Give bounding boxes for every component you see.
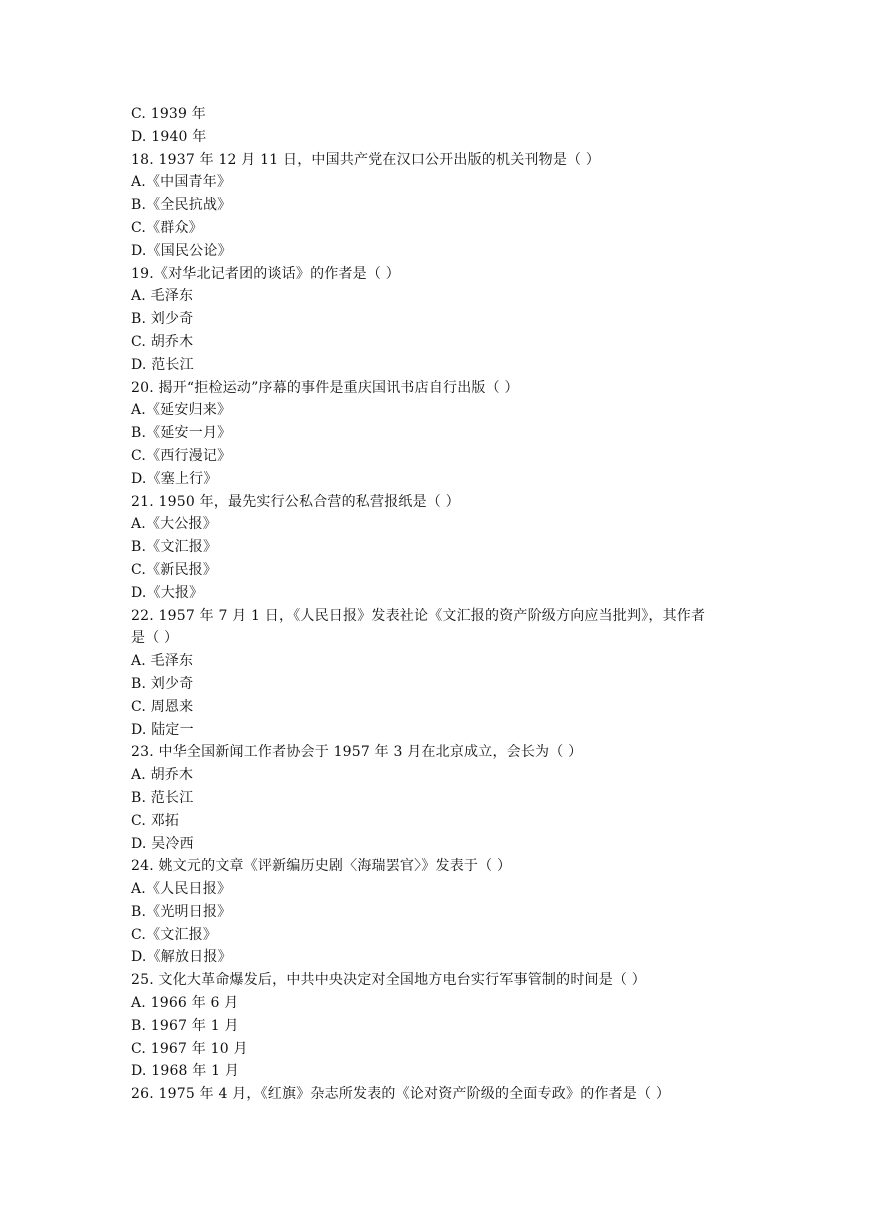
question-24: 24. 姚文元的文章《评新编历史剧〈海瑞罢官〉》发表于（ ） [131,858,512,875]
option-a: A.《中国青年》 [131,174,232,191]
question-20: 20. 揭开“拒检运动”序幕的事件是重庆国讯书店自行出版（ ） [131,379,519,396]
option-d: D. 陆定一 [131,721,194,738]
option-b: B. 刘少奇 [131,311,194,328]
question-22: 22. 1957 年 7 月 1 日，《人民日报》发表社论《文汇报的资产阶级方向应当批判》，其作者 [131,607,706,624]
option-a: A.《人民日报》 [131,881,232,898]
option-b: B.《延安一月》 [131,425,232,442]
option-d: D.《塞上行》 [131,470,218,487]
question-19: 19.《对华北记者团的谈话》的作者是（ ） [131,265,400,282]
option-b: B. 1967 年 1 月 [131,1017,239,1034]
option-c: C. 胡乔木 [131,333,194,350]
option-d: D. 吴冷西 [131,835,194,852]
question-23: 23. 中华全国新闻工作者协会于 1957 年 3 月在北京成立，会长为（ ） [131,744,583,761]
option-a: A.《延安归来》 [131,402,232,419]
option-d: D.《国民公论》 [131,242,232,259]
question-21: 21. 1950 年，最先实行公私合营的私营报纸是（ ） [131,493,460,510]
option-a: A. 胡乔木 [131,767,194,784]
option-b: B.《全民抗战》 [131,197,232,214]
option-a: A. 1966 年 6 月 [131,995,239,1012]
option-c: C.《新民报》 [131,561,218,578]
option-d: D.《大报》 [131,584,204,601]
option-d: D.《解放日报》 [131,949,232,966]
option-c: C. 1939 年 [131,106,206,122]
option-a: A. 毛泽东 [131,653,194,670]
option-c: C. 邓拓 [131,812,180,829]
question-list [131,103,751,1106]
option-c: C.《文汇报》 [131,926,218,943]
option-b: B. 范长江 [131,789,194,806]
option-c: C.《群众》 [131,219,203,236]
option-d: D. 1968 年 1 月 [131,1063,240,1080]
option-c: C. 1967 年 10 月 [131,1040,248,1057]
question-18: 18. 1937 年 12 月 11 日，中国共产党在汉口公开出版的机关刊物是（ ） [131,151,601,168]
option-c: C.《西行漫记》 [131,447,232,464]
option-a: A. 毛泽东 [131,288,194,305]
question-22-continued: 是（ ） [131,630,179,647]
option-d: D. 1940 年 [131,128,207,145]
option-b: B.《文汇报》 [131,539,218,556]
option-a: A.《大公报》 [131,516,217,533]
option-c: C. 周恩来 [131,698,194,715]
question-26: 26. 1975 年 4 月，《红旗》杂志所发表的《论对资产阶级的全面专政》的作者是（ ） [131,1086,671,1103]
option-b: B.《光明日报》 [131,903,232,920]
question-25: 25. 文化大革命爆发后，中共中央决定对全国地方电台实行军事管制的时间是（ ） [131,972,646,989]
option-d: D. 范长江 [131,356,194,373]
option-b: B. 刘少奇 [131,675,194,692]
